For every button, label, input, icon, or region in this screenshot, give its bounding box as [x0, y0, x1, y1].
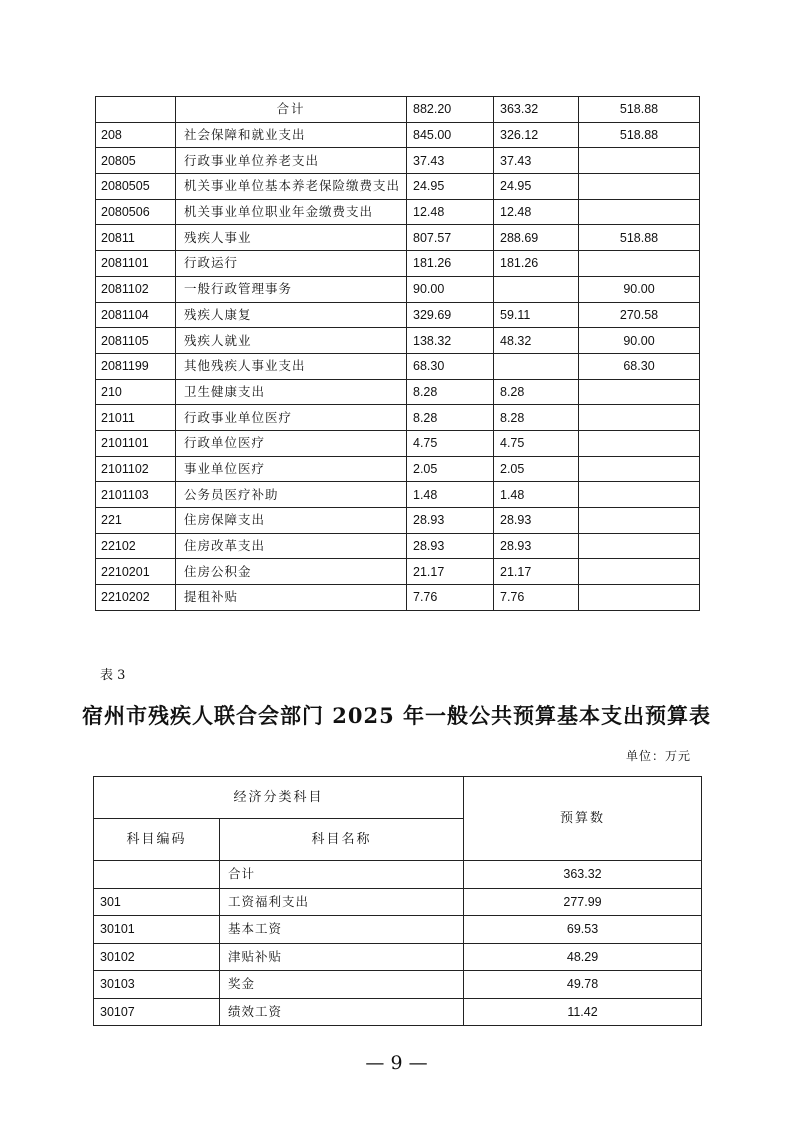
basic-amount-cell: 363.32	[494, 97, 579, 123]
table-row	[96, 328, 700, 354]
basic-amount-cell: 24.95	[494, 174, 579, 200]
header-economic-classification: 经济分类科目	[94, 777, 464, 819]
header-subject-name: 科目名称	[220, 819, 464, 861]
table-row	[96, 225, 700, 251]
total-amount-cell: 329.69	[407, 302, 494, 328]
table-row	[96, 405, 700, 431]
total-amount-cell: 807.57	[407, 225, 494, 251]
subject-code-cell: 2101101	[96, 430, 176, 456]
table-row	[96, 559, 700, 585]
subject-name-cell: 行政事业单位医疗	[176, 405, 407, 431]
total-amount-cell: 7.76	[407, 585, 494, 611]
total-amount-cell: 90.00	[407, 276, 494, 302]
basic-amount-cell: 2.05	[494, 456, 579, 482]
subject-name-cell: 合计	[176, 97, 407, 123]
project-amount-cell	[579, 508, 700, 534]
subject-code-cell: 30101	[94, 916, 220, 944]
table-row	[96, 122, 700, 148]
table-row	[96, 174, 700, 200]
budget-detail-table	[95, 96, 700, 611]
total-amount-cell: 2.05	[407, 456, 494, 482]
subject-code-cell: 22102	[96, 533, 176, 559]
subject-name-cell: 住房公积金	[176, 559, 407, 585]
basic-amount-cell: 48.32	[494, 328, 579, 354]
project-amount-cell: 518.88	[579, 225, 700, 251]
total-amount-cell: 4.75	[407, 430, 494, 456]
header-subject-code: 科目编码	[94, 819, 220, 861]
project-amount-cell: 90.00	[579, 276, 700, 302]
table-row	[96, 97, 700, 123]
subject-code-cell: 2081199	[96, 353, 176, 379]
subject-name-cell: 残疾人就业	[176, 328, 407, 354]
total-amount-cell: 1.48	[407, 482, 494, 508]
total-amount-cell: 12.48	[407, 199, 494, 225]
subject-code-cell: 221	[96, 508, 176, 534]
budget-amount-cell: 363.32	[464, 861, 702, 889]
table-row	[94, 971, 702, 999]
project-amount-cell	[579, 148, 700, 174]
subject-code-cell: 2081102	[96, 276, 176, 302]
table-row	[96, 482, 700, 508]
subject-code-cell: 2101102	[96, 456, 176, 482]
table-row	[96, 302, 700, 328]
subject-name-cell: 行政单位医疗	[176, 430, 407, 456]
total-amount-cell: 28.93	[407, 508, 494, 534]
project-amount-cell: 518.88	[579, 97, 700, 123]
subject-name-cell: 卫生健康支出	[176, 379, 407, 405]
table-row	[96, 353, 700, 379]
project-amount-cell	[579, 430, 700, 456]
subject-code-cell: 2081104	[96, 302, 176, 328]
table-row	[96, 533, 700, 559]
project-amount-cell	[579, 405, 700, 431]
total-amount-cell: 24.95	[407, 174, 494, 200]
subject-name-cell: 机关事业单位职业年金缴费支出	[176, 199, 407, 225]
basic-amount-cell: 4.75	[494, 430, 579, 456]
subject-name-cell: 社会保障和就业支出	[176, 122, 407, 148]
basic-amount-cell: 1.48	[494, 482, 579, 508]
unit-label: 单位：万元	[625, 749, 691, 763]
basic-amount-cell: 288.69	[494, 225, 579, 251]
basic-amount-cell: 21.17	[494, 559, 579, 585]
subject-code-cell: 30102	[94, 943, 220, 971]
basic-amount-cell: 8.28	[494, 405, 579, 431]
table-row	[96, 456, 700, 482]
subject-name-cell: 机关事业单位基本养老保险缴费支出	[176, 174, 407, 200]
table-row	[96, 276, 700, 302]
subject-code-cell: 2081105	[96, 328, 176, 354]
total-amount-cell: 845.00	[407, 122, 494, 148]
subject-code-cell: 301	[94, 888, 220, 916]
subject-name-cell: 行政运行	[176, 251, 407, 277]
table-row	[94, 861, 702, 889]
table-row	[96, 508, 700, 534]
subject-code-cell: 2080506	[96, 199, 176, 225]
total-amount-cell: 68.30	[407, 353, 494, 379]
table-row	[96, 148, 700, 174]
table-row	[96, 199, 700, 225]
header-row	[94, 777, 702, 819]
subject-name-cell: 基本工资	[220, 916, 464, 944]
table-row	[94, 916, 702, 944]
project-amount-cell: 90.00	[579, 328, 700, 354]
total-amount-cell: 37.43	[407, 148, 494, 174]
project-amount-cell: 518.88	[579, 122, 700, 148]
budget-amount-cell: 49.78	[464, 971, 702, 999]
project-amount-cell: 68.30	[579, 353, 700, 379]
total-amount-cell: 21.17	[407, 559, 494, 585]
budget-amount-cell: 69.53	[464, 916, 702, 944]
subject-code-cell: 20811	[96, 225, 176, 251]
subject-code-cell: 2080505	[96, 174, 176, 200]
total-amount-cell: 882.20	[407, 97, 494, 123]
table-row	[96, 430, 700, 456]
subject-code-cell: 2210201	[96, 559, 176, 585]
basic-amount-cell	[494, 276, 579, 302]
basic-amount-cell: 326.12	[494, 122, 579, 148]
subject-name-cell: 工资福利支出	[220, 888, 464, 916]
basic-amount-cell: 28.93	[494, 533, 579, 559]
budget-amount-cell: 48.29	[464, 943, 702, 971]
subject-code-cell: 2081101	[96, 251, 176, 277]
project-amount-cell	[579, 585, 700, 611]
subject-name-cell: 住房改革支出	[176, 533, 407, 559]
project-amount-cell	[579, 199, 700, 225]
subject-code-cell: 30103	[94, 971, 220, 999]
total-amount-cell: 138.32	[407, 328, 494, 354]
subject-code-cell: 2101103	[96, 482, 176, 508]
subject-name-cell: 一般行政管理事务	[176, 276, 407, 302]
basic-expenditure-table	[93, 776, 702, 1026]
subject-code-cell: 2210202	[96, 585, 176, 611]
basic-amount-cell: 7.76	[494, 585, 579, 611]
table-row	[96, 379, 700, 405]
project-amount-cell	[579, 559, 700, 585]
basic-amount-cell: 12.48	[494, 199, 579, 225]
table-row	[94, 943, 702, 971]
subject-name-cell: 残疾人康复	[176, 302, 407, 328]
subject-code-cell: 30107	[94, 998, 220, 1026]
basic-amount-cell: 28.93	[494, 508, 579, 534]
subject-name-cell: 绩效工资	[220, 998, 464, 1026]
header-budget-amount: 预算数	[464, 777, 702, 861]
subject-name-cell: 津贴补贴	[220, 943, 464, 971]
subject-code-cell: 20805	[96, 148, 176, 174]
project-amount-cell	[579, 456, 700, 482]
basic-amount-cell: 8.28	[494, 379, 579, 405]
table-number: 表 3	[100, 668, 126, 683]
subject-name-cell: 行政事业单位养老支出	[176, 148, 407, 174]
total-amount-cell: 28.93	[407, 533, 494, 559]
subject-name-cell: 事业单位医疗	[176, 456, 407, 482]
page-number: — 9 —	[365, 1052, 428, 1074]
subject-name-cell: 其他残疾人事业支出	[176, 353, 407, 379]
budget-amount-cell: 11.42	[464, 998, 702, 1026]
subject-name-cell: 残疾人事业	[176, 225, 407, 251]
total-amount-cell: 8.28	[407, 379, 494, 405]
basic-amount-cell: 37.43	[494, 148, 579, 174]
subject-code-cell	[96, 97, 176, 123]
project-amount-cell	[579, 174, 700, 200]
budget-amount-cell: 277.99	[464, 888, 702, 916]
subject-name-cell: 奖金	[220, 971, 464, 999]
project-amount-cell	[579, 251, 700, 277]
subject-code-cell	[94, 861, 220, 889]
total-amount-cell: 8.28	[407, 405, 494, 431]
table-title: 宿州市残疾人联合会部门 2025 年一般公共预算基本支出预算表	[81, 703, 712, 728]
total-amount-cell: 181.26	[407, 251, 494, 277]
project-amount-cell: 270.58	[579, 302, 700, 328]
subject-code-cell: 208	[96, 122, 176, 148]
project-amount-cell	[579, 482, 700, 508]
project-amount-cell	[579, 533, 700, 559]
subject-name-cell: 合计	[220, 861, 464, 889]
subject-name-cell: 公务员医疗补助	[176, 482, 407, 508]
table-row	[94, 998, 702, 1026]
subject-code-cell: 21011	[96, 405, 176, 431]
subject-code-cell: 210	[96, 379, 176, 405]
basic-amount-cell: 59.11	[494, 302, 579, 328]
table-row	[96, 585, 700, 611]
project-amount-cell	[579, 379, 700, 405]
basic-amount-cell: 181.26	[494, 251, 579, 277]
basic-amount-cell	[494, 353, 579, 379]
table-row	[96, 251, 700, 277]
subject-name-cell: 住房保障支出	[176, 508, 407, 534]
subject-name-cell: 提租补贴	[176, 585, 407, 611]
table-row	[94, 888, 702, 916]
